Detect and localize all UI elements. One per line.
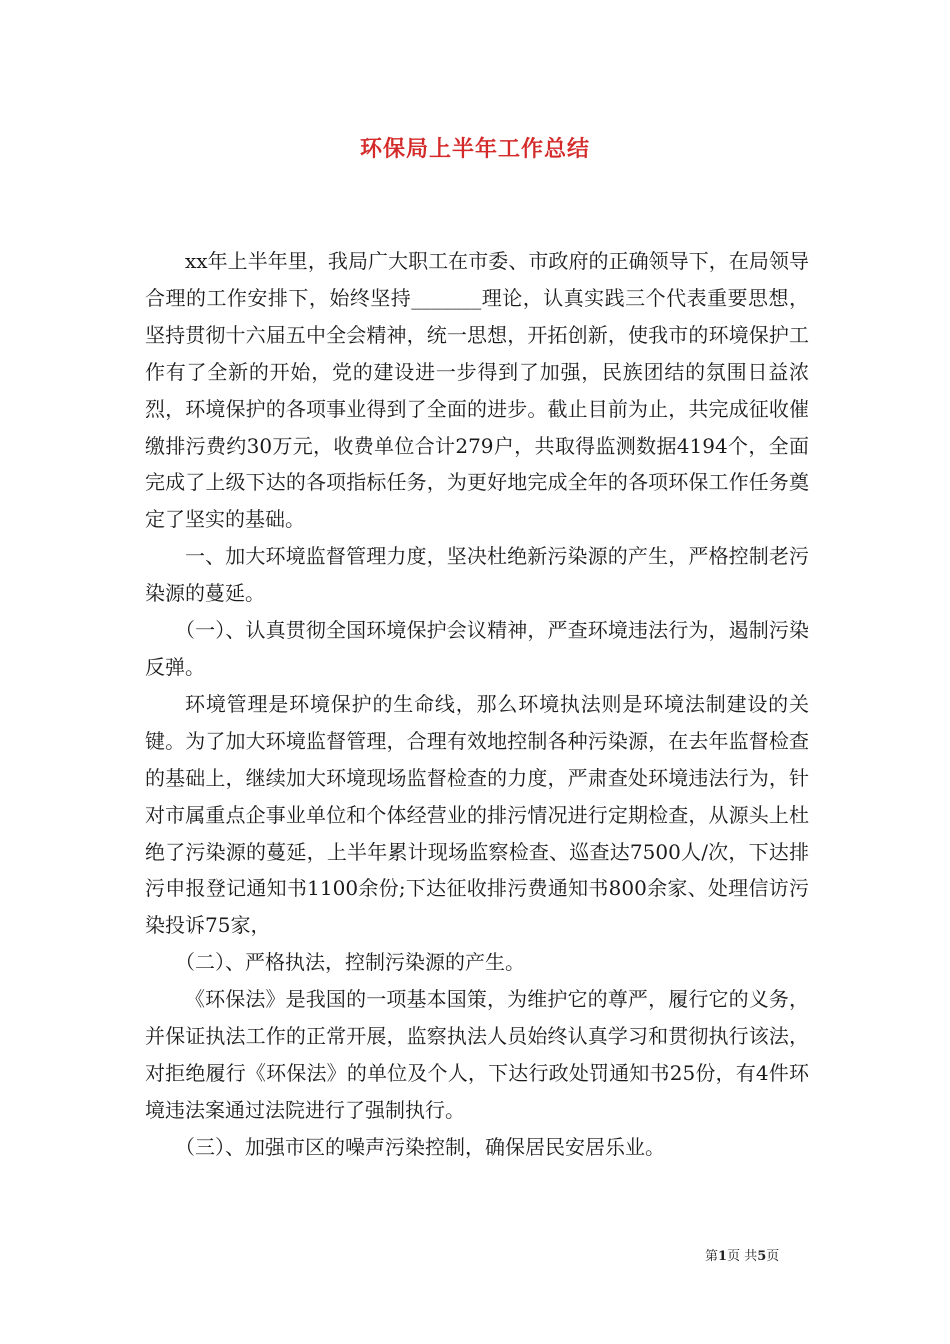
current-page-number: 1 [718, 1249, 728, 1264]
subsection-heading-3: （三）、加强市区的噪声污染控制，确保居民安居乐业。 [175, 1134, 665, 1159]
document-body [145, 243, 809, 1166]
footer-suffix: 页 [766, 1249, 780, 1264]
section-heading-1: 一、加大环境监督管理力度，坚决杜绝新污染源的产生，严格控制老污染源的蔓延。 [145, 544, 809, 606]
footer-prefix: 第 [705, 1249, 719, 1264]
intro-paragraph: xx年上半年里，我局广大职工在市委、市政府的正确领导下，在局领导合理的工作安排下，始终坚持_______理论，认真实践三个代表重要思想，坚持贯彻十六届五中全会精神，统一思想，开拓创新，使我市的环境保护工作有了全新的开始，党的建设进一步得到了加强，民族团结的氛围日益浓烈，环境保护的各项事业得到了全面的进步。截止目前为止，共完成征收催缴排污费约30万元，收费单位合计279户，共取得监测数据4194个，全面完成了上级下达的各项指标任务，为更好地完成全年的各项环保工作任务奠定了坚实的基础。 [145, 249, 809, 532]
document-title: 环保局上半年工作总结 [359, 137, 590, 162]
body-paragraph-law: 《环保法》是我国的一项基本国策，为维护它的尊严，履行它的义务，并保证执法工作的正常开展，监察执法人员始终认真学习和贯彻执行该法，对拒绝履行《环保法》的单位及个人，下达行政处罚通知书25份，有4件环境违法案通过法院进行了强制执行。 [145, 987, 809, 1122]
body-paragraph-enforcement: 环境管理是环境保护的生命线，那么环境执法则是环境法制建设的关键。为了加大环境监督管理，合理有效地控制各种污染源，在去年监督检查的基础上，继续加大环境现场监督检查的力度，严肃查处环境违法行为，针对市属重点企事业单位和个体经营业的排污情况进行定期检查，从源头上杜绝了污染源的蔓延，上半年累计现场监察检查、巡查达7500人/次，下达排污申报登记通知书1100余份;下达征收排污费通知书800余家、处理信访污染投诉75家， [145, 691, 809, 938]
footer-middle: 页 共 [727, 1249, 758, 1264]
subsection-heading-2: （二）、严格执法，控制污染源的产生。 [175, 950, 525, 975]
total-page-count: 5 [757, 1249, 767, 1264]
page-number-footer [705, 1247, 815, 1267]
subsection-heading-1: （一）、认真贯彻全国环境保护会议精神，严查环境违法行为，遏制污染反弹。 [145, 618, 809, 679]
